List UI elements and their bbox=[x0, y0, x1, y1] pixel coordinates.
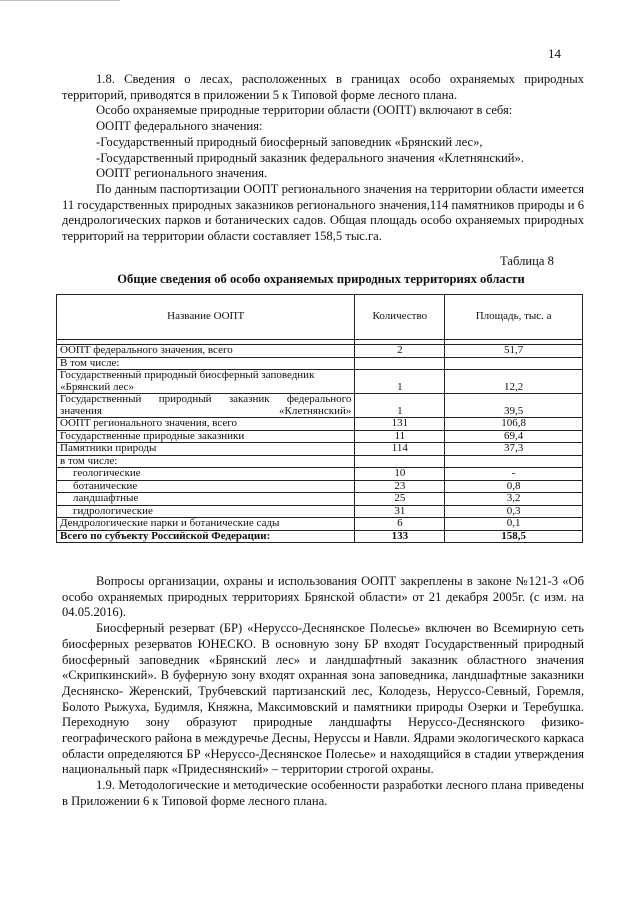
page-number: 14 bbox=[548, 46, 561, 61]
table-row: Государственные природные заказники 11 69,4 bbox=[57, 430, 583, 443]
table-row: в том числе: bbox=[57, 455, 583, 468]
paragraph-1-9: 1.9. Методологические и методические особенности разработки лесного плана приведены в Приложении 6 к Типовой форме лесного плана. bbox=[62, 778, 584, 808]
oopt-table bbox=[56, 294, 583, 543]
header-area: Площадь, тыс. а bbox=[445, 295, 583, 340]
table-row: Дендрологические парки и ботанические сады 6 0,1 bbox=[57, 518, 583, 531]
header-count: Количество bbox=[355, 295, 445, 340]
table-row: В том числе: bbox=[57, 357, 583, 370]
table-row: ООПТ регионального значения, всего 131 106,8 bbox=[57, 418, 583, 431]
table-row: Государственный природный заказник федерального значения «Клетнянский» 1 39,5 bbox=[57, 394, 583, 418]
scan-edge-line bbox=[0, 0, 120, 1]
paragraph-passport-data: По данным паспортизации ООПТ регионального значения на территории области имеется 11 государственных природных заказников регионального значения,114 памятников природы и 6 дендрологических парков и ботанических садов. Общая площадь особо охраняемых природных территорий на территории области составляет 158,5 тыс.га. bbox=[62, 181, 584, 244]
table-number: Таблица 8 bbox=[500, 254, 554, 268]
top-text-block bbox=[62, 72, 584, 245]
table-row: гидрологические 31 0,3 bbox=[57, 505, 583, 518]
paragraph-regional-heading: ООПТ регионального значения. bbox=[96, 166, 268, 181]
table-row: ботанические 23 0,8 bbox=[57, 480, 583, 493]
table-title: Общие сведения об особо охраняемых природных территориях области bbox=[117, 272, 525, 286]
table-total-row: Всего по субъекту Российской Федерации: 133 158,5 bbox=[57, 530, 583, 543]
paragraph-biosphere-reserve: Биосферный резерват (БР) «Неруссо-Деснянское Полесье» включен во Всемирную сеть биосферных резерватов ЮНЕСКО. В основную зону БР входят Государственный природный биосферный заповедник «Брянский лес» и ландшафтный заказник областного значения «Скрипкинский». В буферную зону входят охранная зона заповедника, ландшафтные заказники Деснянско- Жеренский, Трубчевский партизанский лес, Колодезь, Неруссо-Севный, Горемля, Болото Рыжуха, Будимля, Княжна, Максимовский и памятники природы Озерки и Теребушка. Переходную зону образуют природные ландшафты Неруссо-Деснянского физико-географического района в междуречье Десны, Неруссы и Навли. Ядрами экологического каркаса области определяются БР «Неруссо-Деснянское Полесье» и находящийся в стадии утверждения национальный парк «Придеснянский» – территории строгой охраны. bbox=[62, 621, 584, 777]
paragraph-bryansk-forest: -Государственный природный биосферный заповедник «Брянский лес», bbox=[96, 134, 483, 149]
paragraph-1-8: 1.8. Сведения о лесах, расположенных в границах особо охраняемых природных территорий, приводятся в приложении 5 к Типовой форме лесного плана. bbox=[62, 72, 584, 102]
paragraph-oopt-intro: Особо охраняемые природные территории области (ООПТ) включают в себя: bbox=[96, 103, 513, 118]
bottom-text-block bbox=[62, 574, 584, 810]
table-header-row bbox=[57, 295, 583, 340]
paragraph-federal-heading: ООПТ федерального значения: bbox=[96, 119, 263, 134]
table-row: ландшафтные 25 3,2 bbox=[57, 493, 583, 506]
header-name: Название ООПТ bbox=[57, 295, 355, 340]
table-row: Памятники природы 114 37,3 bbox=[57, 443, 583, 456]
table-row: геологические 10 - bbox=[57, 468, 583, 481]
paragraph-kletnyansky: -Государственный природный заказник федерального значения «Клетнянский». bbox=[96, 150, 524, 165]
table-row: ООПТ федерального значения, всего 2 51,7 bbox=[57, 345, 583, 358]
table-row: Государственный природный биосферный заповедник «Брянский лес» 1 12,2 bbox=[57, 370, 583, 394]
paragraph-law-121-3: Вопросы организации, охраны и использования ООПТ закреплены в законе №121-3 «Об особо охраняемых природных территориях Брянской области» от 21 декабря 2005г. (с изм. на 04.05.2016). bbox=[62, 574, 584, 620]
